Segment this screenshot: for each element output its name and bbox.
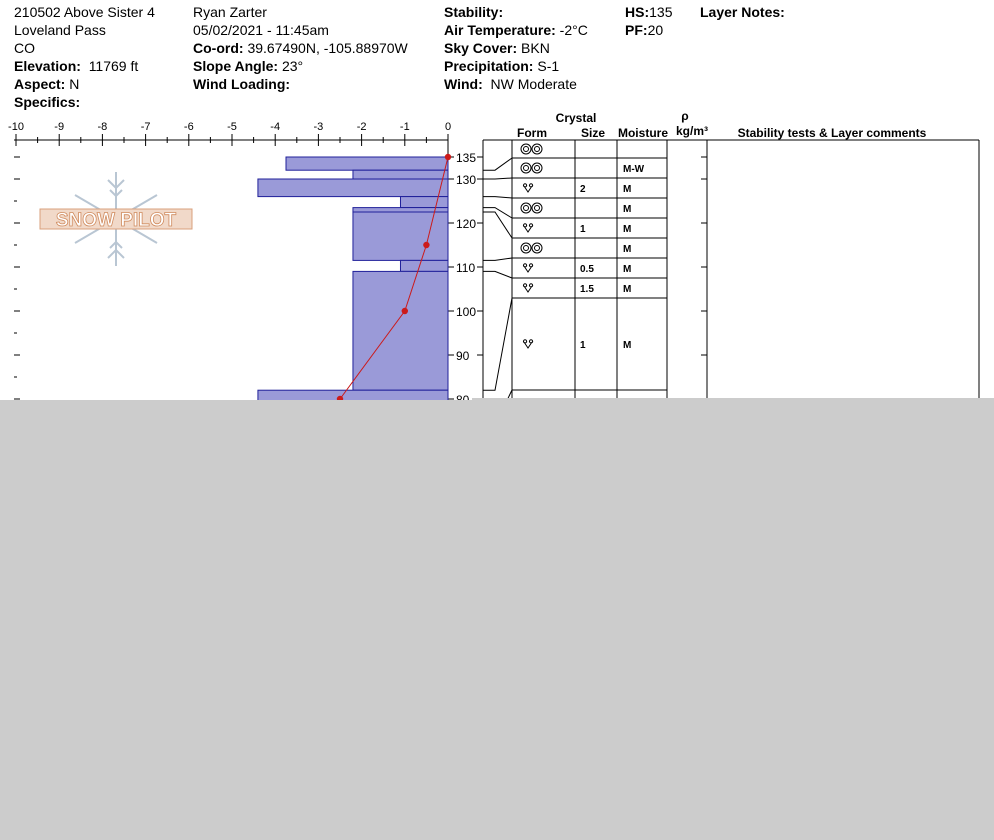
aspect-value: N [69, 76, 80, 92]
layer-size: 2 [580, 184, 586, 195]
layer-moisture: M [623, 284, 632, 295]
layer-table-grid [483, 140, 979, 400]
rounds-icon-inner [535, 166, 540, 171]
layer-moisture: M [623, 224, 632, 235]
hardness-bars [258, 157, 448, 425]
obscured-region [0, 400, 994, 840]
rounds-icon [532, 203, 542, 213]
moisture-header: Moisture [617, 126, 669, 140]
snow-pilot-logo [40, 172, 192, 266]
faceted-grain-icon [523, 264, 532, 272]
elevation-label: Elevation: [14, 58, 81, 74]
air-temp-value: -2°C [559, 22, 588, 38]
air-temp-label: Air Temperature: [444, 22, 556, 38]
layer-connector [483, 298, 512, 390]
rounds-icon [532, 163, 542, 173]
state: CO [14, 40, 35, 56]
layer-connector [483, 258, 512, 260]
layer-size: 1.5 [580, 284, 594, 295]
hardness-bar [400, 260, 448, 271]
temperature-point [445, 154, 451, 160]
x-tick-label: -7 [140, 121, 151, 133]
layer-connector [483, 197, 512, 198]
temperature-point [423, 242, 429, 248]
y-tick-label: 100 [456, 305, 477, 319]
rounds-icon-inner [535, 147, 540, 152]
hardness-bar [353, 208, 448, 212]
layer-size: 1 [580, 340, 586, 351]
coord-label: Co-ord: [193, 40, 244, 56]
rounds-icon [532, 243, 542, 253]
layer-size: 0.5 [580, 264, 594, 275]
layer-connector [483, 271, 512, 278]
rounds-icon-inner [524, 147, 529, 152]
y-tick-label: 130 [456, 173, 477, 187]
x-tick-label: -5 [227, 121, 237, 133]
x-tick-label: -2 [356, 121, 367, 133]
x-tick-label: -8 [97, 121, 108, 133]
hs-value: 135 [649, 4, 673, 20]
rounds-icon-inner [524, 166, 529, 171]
y-tick-label: 90 [456, 349, 470, 363]
x-tick-label: -4 [270, 121, 281, 133]
x-tick-label: -10 [8, 121, 24, 133]
y-tick-label: 120 [456, 217, 477, 231]
slope-value: 23° [281, 58, 304, 74]
y-tick-label: 135 [456, 151, 477, 165]
rho-header: ρ [681, 109, 689, 123]
form-header: Form [517, 126, 547, 140]
x-tick-label: -1 [399, 121, 410, 133]
layer-connector [483, 158, 512, 170]
hardness-bar [353, 170, 448, 179]
elevation-value: 11769 ft [88, 58, 139, 74]
temperature-point [402, 308, 408, 314]
layer-moisture: M [623, 264, 632, 275]
sky-label: Sky Cover: [444, 40, 518, 56]
comments-header: Stability tests & Layer comments [737, 126, 927, 140]
obscured-region-edge [472, 398, 994, 402]
faceted-grain-icon [523, 224, 532, 232]
datetime: 05/02/2021 - 11:45am [193, 22, 329, 38]
wind-loading-label: Wind Loading: [193, 76, 291, 92]
layer-connector [483, 178, 512, 179]
pf-value: 20 [647, 22, 664, 38]
rounds-icon [532, 144, 542, 154]
location: Loveland Pass [14, 22, 106, 38]
rounds-icon [521, 203, 531, 213]
size-header: Size [580, 126, 606, 140]
hardness-bar [286, 157, 448, 170]
site-title: 210502 Above Sister 4 [14, 4, 155, 20]
faceted-grain-icon [523, 184, 532, 192]
hardness-bar [400, 197, 448, 208]
sky-value: BKN [521, 40, 550, 56]
rounds-icon-inner [535, 206, 540, 211]
specifics-label: Specifics: [14, 94, 81, 110]
layer-moisture: M-W [623, 164, 645, 175]
aspect-label: Aspect: [14, 76, 66, 92]
faceted-grain-icon [523, 284, 532, 292]
rounds-icon-inner [524, 246, 529, 251]
rounds-icon-inner [524, 206, 529, 211]
rounds-icon [521, 144, 531, 154]
wind-value: NW Moderate [490, 76, 577, 92]
hardness-bar [258, 179, 448, 197]
slope-label: Slope Angle: [193, 58, 279, 74]
crystal-header: Crystal [555, 111, 597, 125]
layer-moisture: M [623, 204, 632, 215]
hs-label: HS: [625, 4, 650, 20]
stability-label: Stability: [444, 4, 504, 20]
x-tick-label: -6 [183, 121, 194, 133]
x-tick-label: 0 [444, 121, 452, 133]
precip-value: S-1 [537, 58, 560, 74]
x-tick-label: -3 [313, 121, 324, 133]
hardness-bar [353, 271, 448, 390]
x-axis-ticks [8, 121, 451, 146]
coord-value: 39.67490N, -105.88970W [247, 40, 408, 56]
density-unit-header: kg/m³ [675, 124, 709, 138]
layer-table-header [517, 109, 927, 140]
rounds-icon-inner [535, 246, 540, 251]
pf-label: PF: [625, 22, 648, 38]
layer-size: 1 [580, 224, 586, 235]
logo-text: SNOW PILOT [55, 210, 177, 231]
wind-label: Wind: [444, 76, 483, 92]
layer-moisture: M [623, 184, 632, 195]
rounds-icon [521, 163, 531, 173]
layer-moisture: M [623, 340, 632, 351]
rounds-icon [521, 243, 531, 253]
precip-label: Precipitation: [444, 58, 534, 74]
y-tick-label: 110 [456, 261, 476, 275]
layer-moisture: M [623, 244, 632, 255]
layer-notes-label: Layer Notes: [700, 4, 785, 20]
x-tick-label: -9 [54, 121, 65, 133]
observer: Ryan Zarter [193, 4, 267, 20]
faceted-grain-icon [523, 340, 532, 348]
hardness-bar [353, 212, 448, 260]
